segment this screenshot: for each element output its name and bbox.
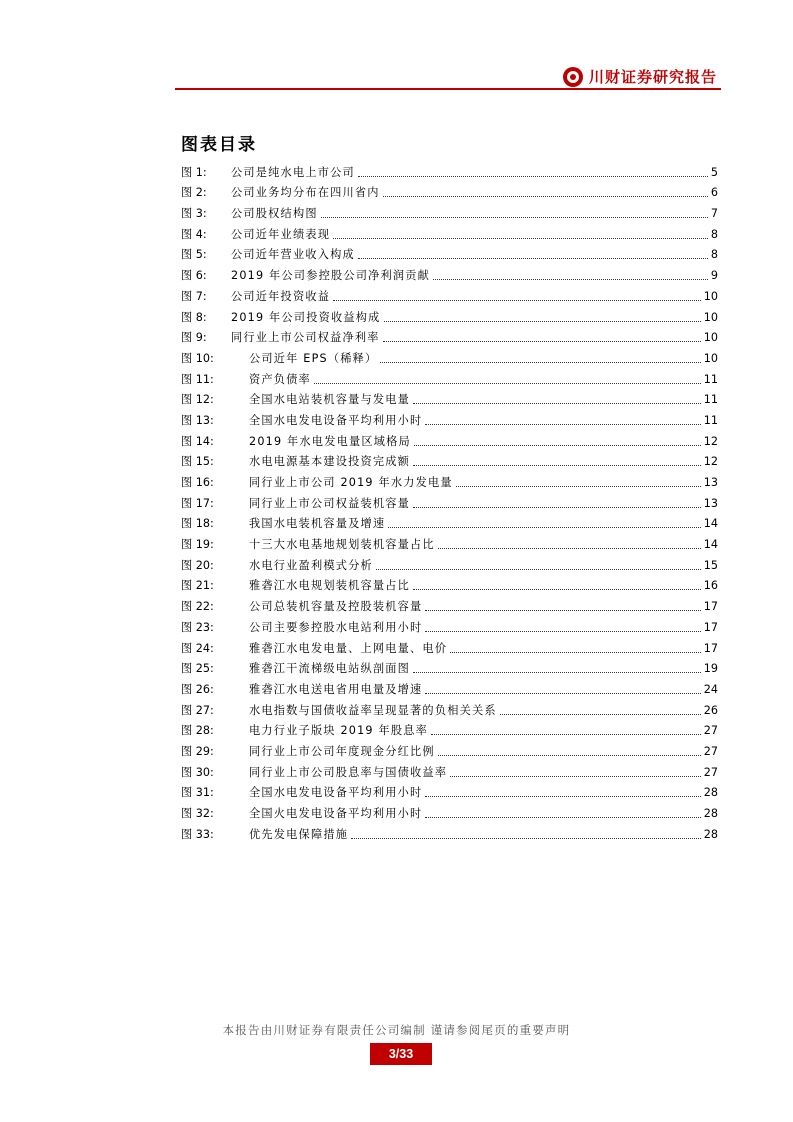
toc-figure-title: 同行业上市公司 2019 年水力发电量 xyxy=(249,476,453,489)
toc-entry[interactable] xyxy=(181,800,718,821)
toc-entry[interactable] xyxy=(181,490,718,511)
toc-dot-leader xyxy=(333,300,701,301)
toc-entry[interactable] xyxy=(181,242,718,263)
toc-entry[interactable] xyxy=(181,469,718,490)
toc-page-number: 27 xyxy=(703,744,718,758)
figure-list xyxy=(181,159,718,842)
toc-figure-number: 图 21: xyxy=(181,579,214,593)
toc-figure-number: 图 9: xyxy=(181,331,207,345)
toc-dot-leader xyxy=(425,693,700,694)
toc-figure-number: 图 12: xyxy=(181,393,214,407)
toc-page-number: 5 xyxy=(710,165,718,179)
toc-figure-number: 图 26: xyxy=(181,682,214,696)
toc-figure-number: 图 19: xyxy=(181,538,214,552)
toc-entry[interactable] xyxy=(181,738,718,759)
page-header xyxy=(175,62,721,90)
toc-figure-number: 图 33: xyxy=(181,827,214,841)
toc-page-number: 27 xyxy=(703,724,718,738)
toc-dot-leader xyxy=(413,672,701,673)
toc-page-number: 9 xyxy=(710,269,718,283)
toc-figure-title: 2019 年公司参控股公司净利润贡献 xyxy=(231,269,431,283)
toc-figure-number: 图 5: xyxy=(181,248,207,262)
toc-figure-number: 图 10: xyxy=(181,351,214,365)
toc-figure-number: 图 27: xyxy=(181,703,214,717)
page-title: 图表目录 xyxy=(181,135,257,155)
toc-page-number: 19 xyxy=(703,662,718,676)
toc-entry[interactable] xyxy=(181,262,718,283)
toc-page-number: 26 xyxy=(703,703,718,717)
toc-figure-number: 图 4: xyxy=(181,227,207,241)
toc-figure-number: 图 30: xyxy=(181,765,214,779)
toc-entry[interactable] xyxy=(181,428,718,449)
toc-dot-leader xyxy=(380,362,700,363)
toc-dot-leader xyxy=(413,403,701,404)
toc-figure-number: 图 31: xyxy=(181,786,214,800)
toc-figure-title: 公司总装机容量及控股装机容量 xyxy=(249,600,423,614)
toc-dot-leader xyxy=(314,383,701,384)
toc-figure-title: 公司近年投资收益 xyxy=(231,289,331,303)
brand-name: 川财证券研究报告 xyxy=(588,68,717,86)
toc-entry[interactable] xyxy=(181,366,718,387)
toc-figure-title: 2019 年水电发电量区域格局 xyxy=(249,434,411,448)
toc-page-number: 28 xyxy=(703,786,718,800)
toc-page-number: 24 xyxy=(703,682,718,696)
toc-page-number: 7 xyxy=(710,207,718,221)
toc-page-number: 10 xyxy=(703,310,718,324)
toc-page-number: 17 xyxy=(703,600,718,614)
toc-dot-leader xyxy=(450,652,701,653)
toc-entry[interactable] xyxy=(181,283,718,304)
toc-dot-leader xyxy=(438,548,701,549)
toc-figure-title: 雅砻江水电发电量、上网电量、电价 xyxy=(249,641,448,655)
toc-figure-title: 雅砻江干流梯级电站纵剖面图 xyxy=(249,662,411,676)
toc-page-number: 8 xyxy=(710,227,718,241)
toc-entry[interactable] xyxy=(181,573,718,594)
toc-figure-title: 全国水电发电设备平均利用小时 xyxy=(249,413,423,427)
toc-entry[interactable] xyxy=(181,676,718,697)
toc-dot-leader xyxy=(425,610,700,611)
toc-dot-leader xyxy=(431,734,701,735)
brand xyxy=(563,66,717,87)
toc-entry[interactable] xyxy=(181,780,718,801)
toc-dot-leader xyxy=(351,838,701,839)
toc-page-number: 10 xyxy=(703,331,718,345)
toc-page-number: 28 xyxy=(703,827,718,841)
toc-dot-leader xyxy=(500,714,701,715)
toc-figure-number: 图 22: xyxy=(181,600,214,614)
toc-figure-number: 图 3: xyxy=(181,207,207,221)
toc-entry[interactable] xyxy=(181,304,718,325)
toc-page-number: 17 xyxy=(703,620,718,634)
toc-entry[interactable] xyxy=(181,180,718,201)
toc-dot-leader xyxy=(333,238,708,239)
toc-figure-title: 同行业上市公司年度现金分红比例 xyxy=(249,744,435,758)
toc-figure-title: 雅砻江水电送电省用电量及增速 xyxy=(249,682,423,696)
toc-figure-title: 同行业上市公司权益装机容量 xyxy=(249,496,411,510)
toc-page-number: 11 xyxy=(703,372,718,386)
toc-figure-title: 同行业上市公司权益净利率 xyxy=(231,331,380,345)
toc-dot-leader xyxy=(321,217,708,218)
toc-figure-number: 图 23: xyxy=(181,620,214,634)
toc-page-number: 8 xyxy=(710,248,718,262)
toc-page-number: 12 xyxy=(703,434,718,448)
toc-figure-title: 公司股权结构图 xyxy=(231,207,318,221)
toc-dot-leader xyxy=(450,776,701,777)
toc-figure-number: 图 15: xyxy=(181,455,214,469)
toc-page-number: 13 xyxy=(703,476,718,489)
toc-figure-number: 图 28: xyxy=(181,724,214,738)
toc-figure-title: 我国水电装机容量及增速 xyxy=(249,517,386,531)
toc-figure-title: 公司主要参控股水电站利用小时 xyxy=(249,620,423,634)
toc-page-number: 10 xyxy=(703,289,718,303)
toc-entry[interactable] xyxy=(181,697,718,718)
toc-entry[interactable] xyxy=(181,387,718,408)
toc-entry[interactable] xyxy=(181,325,718,346)
toc-dot-leader xyxy=(425,631,700,632)
header-rule xyxy=(175,88,721,90)
toc-figure-title: 全国水电站装机容量与发电量 xyxy=(249,393,411,407)
toc-dot-leader xyxy=(383,196,708,197)
toc-figure-number: 图 11: xyxy=(181,372,214,386)
toc-dot-leader xyxy=(384,321,701,322)
toc-entry[interactable] xyxy=(181,718,718,739)
toc-dot-leader xyxy=(413,507,701,508)
toc-page-number: 17 xyxy=(703,641,718,655)
toc-page-number: 6 xyxy=(710,186,718,200)
toc-figure-title: 公司近年 EPS（稀释） xyxy=(249,351,378,365)
toc-figure-number: 图 13: xyxy=(181,413,214,427)
toc-figure-number: 图 16: xyxy=(181,476,214,489)
toc-entry[interactable] xyxy=(181,635,718,656)
toc-page-number: 15 xyxy=(703,558,718,572)
toc-dot-leader xyxy=(358,176,708,177)
toc-entry[interactable] xyxy=(181,759,718,780)
toc-figure-number: 图 32: xyxy=(181,807,214,820)
toc-figure-number: 图 1: xyxy=(181,165,207,179)
toc-dot-leader xyxy=(413,589,701,590)
toc-figure-title: 水电指数与国债收益率呈现显著的负相关关系 xyxy=(249,703,497,717)
toc-entry[interactable] xyxy=(181,407,718,428)
toc-dot-leader xyxy=(438,755,701,756)
toc-figure-title: 水电电源基本建设投资完成额 xyxy=(249,455,411,469)
toc-dot-leader xyxy=(456,486,701,487)
toc-dot-leader xyxy=(425,796,700,797)
toc-dot-leader xyxy=(388,527,700,528)
toc-page-number: 10 xyxy=(703,351,718,365)
toc-page-number: 28 xyxy=(703,807,718,820)
toc-figure-title: 雅砻江水电规划装机容量占比 xyxy=(249,579,411,593)
toc-dot-leader xyxy=(425,817,700,818)
toc-dot-leader xyxy=(433,279,708,280)
toc-figure-number: 图 14: xyxy=(181,434,214,448)
toc-dot-leader xyxy=(425,424,700,425)
toc-entry[interactable] xyxy=(181,449,718,470)
footer-disclaimer: 本报告由川财证券有限责任公司编制 谨请参阅尾页的重要声明 xyxy=(222,1023,571,1037)
toc-dot-leader xyxy=(414,445,701,446)
toc-page-number: 14 xyxy=(703,517,718,531)
toc-entry[interactable] xyxy=(181,552,718,573)
toc-entry[interactable] xyxy=(181,159,718,180)
toc-entry[interactable] xyxy=(181,345,718,366)
toc-figure-title: 全国水电发电设备平均利用小时 xyxy=(249,786,423,800)
toc-entry[interactable] xyxy=(181,221,718,242)
toc-figure-number: 图 7: xyxy=(181,289,207,303)
toc-dot-leader xyxy=(376,569,701,570)
toc-figure-number: 图 2: xyxy=(181,186,207,200)
page-number-badge: 3/33 xyxy=(370,1043,432,1065)
toc-dot-leader xyxy=(383,341,701,342)
toc-figure-title: 公司是纯水电上市公司 xyxy=(231,165,355,179)
toc-dot-leader xyxy=(358,258,708,259)
toc-page-number: 11 xyxy=(703,413,718,427)
toc-figure-title: 公司近年营业收入构成 xyxy=(231,248,355,262)
toc-figure-number: 图 24: xyxy=(181,641,214,655)
toc-entry[interactable] xyxy=(181,531,718,552)
toc-figure-title: 资产负债率 xyxy=(249,372,311,386)
toc-page-number: 27 xyxy=(703,765,718,779)
toc-figure-number: 图 29: xyxy=(181,744,214,758)
toc-figure-title: 同行业上市公司股息率与国债收益率 xyxy=(249,765,448,779)
company-logo-icon xyxy=(563,67,583,87)
toc-figure-number: 图 6: xyxy=(181,269,207,283)
toc-figure-title: 2019 年公司投资收益构成 xyxy=(231,310,381,324)
toc-figure-title: 全国火电发电设备平均利用小时 xyxy=(249,807,423,820)
toc-entry[interactable] xyxy=(181,821,718,842)
toc-figure-number: 图 18: xyxy=(181,517,214,531)
toc-figure-number: 图 25: xyxy=(181,662,214,676)
toc-figure-title: 公司业务均分布在四川省内 xyxy=(231,186,380,200)
toc-figure-number: 图 17: xyxy=(181,496,214,510)
toc-page-number: 14 xyxy=(703,538,718,552)
toc-page-number: 13 xyxy=(703,496,718,510)
toc-figure-title: 水电行业盈利模式分析 xyxy=(249,558,373,572)
toc-figure-number: 图 8: xyxy=(181,310,207,324)
toc-figure-title: 公司近年业绩表现 xyxy=(231,227,331,241)
toc-figure-title: 电力行业子版块 2019 年股息率 xyxy=(249,724,429,738)
toc-entry[interactable] xyxy=(181,200,718,221)
toc-page-number: 12 xyxy=(703,455,718,469)
toc-page-number: 11 xyxy=(703,393,718,407)
toc-entry[interactable] xyxy=(181,614,718,635)
toc-entry[interactable] xyxy=(181,511,718,532)
toc-figure-title: 十三大水电基地规划装机容量占比 xyxy=(249,538,435,552)
toc-dot-leader xyxy=(413,465,701,466)
toc-figure-title: 优先发电保障措施 xyxy=(249,827,349,841)
toc-entry[interactable] xyxy=(181,593,718,614)
toc-figure-number: 图 20: xyxy=(181,558,214,572)
toc-entry[interactable] xyxy=(181,656,718,677)
toc-page-number: 16 xyxy=(703,579,718,593)
